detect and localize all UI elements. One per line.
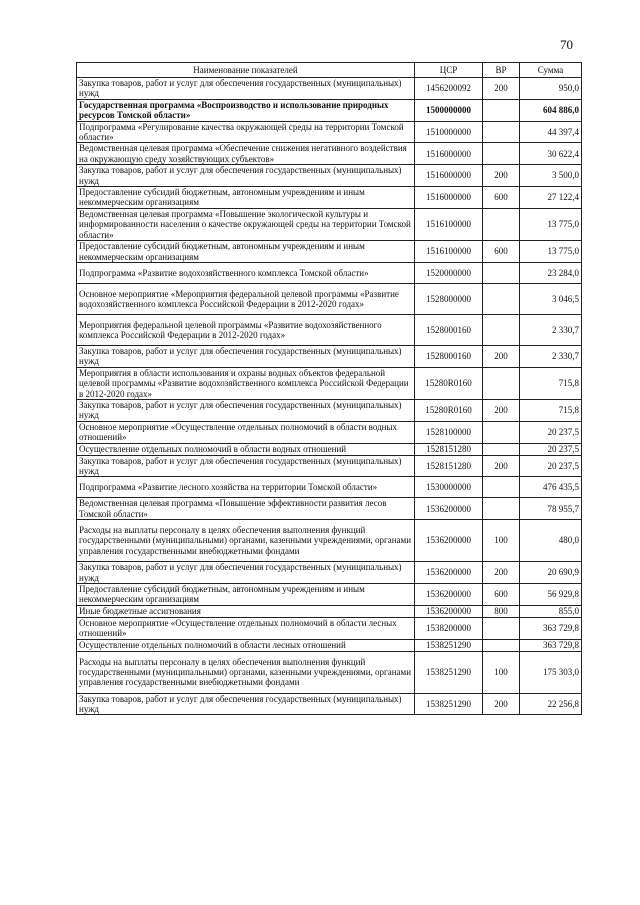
cell-csr: 1536200000 — [415, 520, 483, 562]
cell-sum: 363 729,8 — [520, 639, 582, 651]
cell-sum: 23 284,0 — [520, 262, 582, 283]
cell-vr — [483, 99, 520, 121]
table-row — [77, 187, 582, 209]
cell-name: Мероприятия федеральной целевой программы «Развитие водохозяйственного комплекса Российской Федерации в 2012-2020 годах» — [77, 314, 415, 345]
cell-sum: 30 622,4 — [520, 143, 582, 165]
cell-sum: 2 330,7 — [520, 314, 582, 345]
table-row — [77, 651, 582, 693]
cell-sum: 855,0 — [520, 605, 582, 617]
cell-name: Подпрограмма «Регулирование качества окружающей среды на территории Томской области» — [77, 121, 415, 143]
header-name: Наименование показателей — [77, 63, 415, 78]
cell-vr: 100 — [483, 520, 520, 562]
cell-sum: 27 122,4 — [520, 187, 582, 209]
cell-sum: 13 775,0 — [520, 208, 582, 240]
page-number: 70 — [560, 37, 573, 52]
header-vr: ВР — [483, 63, 520, 78]
cell-name: Закупка товаров, работ и услуг для обеспечения государственных (муниципальных) нужд — [77, 78, 415, 100]
cell-csr: 1530000000 — [415, 477, 483, 498]
cell-csr: 1528000000 — [415, 283, 483, 314]
cell-name: Государственная программа «Воспроизводство и использование природных ресурсов Томской области» — [77, 99, 415, 121]
cell-name: Осуществление отдельных полномочий в области водных отношений — [77, 443, 415, 455]
cell-sum: 715,8 — [520, 367, 582, 399]
cell-sum: 3 046,5 — [520, 283, 582, 314]
table-row — [77, 584, 582, 606]
cell-vr: 200 — [483, 78, 520, 100]
header-csr: ЦСР — [415, 63, 483, 78]
cell-vr — [483, 617, 520, 639]
table-row — [77, 165, 582, 187]
cell-csr: 1516000000 — [415, 143, 483, 165]
cell-csr: 1536200000 — [415, 584, 483, 606]
cell-name: Закупка товаров, работ и услуг для обеспечения государственных (муниципальных) нужд — [77, 693, 415, 715]
cell-name: Закупка товаров, работ и услуг для обеспечения государственных (муниципальных) нужд — [77, 345, 415, 367]
cell-csr: 1516100000 — [415, 241, 483, 263]
table-row — [77, 443, 582, 455]
cell-sum: 604 886,0 — [520, 99, 582, 121]
cell-sum: 20 690,9 — [520, 562, 582, 584]
cell-vr: 200 — [483, 455, 520, 477]
cell-csr: 1536200000 — [415, 498, 483, 520]
cell-sum: 480,0 — [520, 520, 582, 562]
cell-name: Ведомственная целевая программа «Обеспечение снижения негативного воздействия на окружающую среду хозяйствующих субъектов» — [77, 143, 415, 165]
cell-csr: 1538200000 — [415, 617, 483, 639]
cell-vr: 200 — [483, 165, 520, 187]
cell-sum: 22 256,8 — [520, 693, 582, 715]
table-row — [77, 639, 582, 651]
cell-name: Ведомственная целевая программа «Повышение экологической культуры и информированности населения о качестве окружающей среды на территории Томской области» — [77, 208, 415, 240]
table-row — [77, 143, 582, 165]
cell-name: Предоставление субсидий бюджетным, автономным учреждениям и иным некоммерческим организациям — [77, 584, 415, 606]
table-row — [77, 283, 582, 314]
table-row — [77, 99, 582, 121]
table-row — [77, 605, 582, 617]
cell-vr — [483, 639, 520, 651]
table-row — [77, 262, 582, 283]
table-header-row — [77, 63, 582, 78]
cell-csr: 1536200000 — [415, 562, 483, 584]
cell-name: Мероприятия в области использования и охраны водных объектов федеральной целевой программы «Развитие водохозяйственного комплекса Российской Федерации в 2012-2020 годах» — [77, 367, 415, 399]
cell-csr: 1528000160 — [415, 345, 483, 367]
header-sum: Сумма — [520, 63, 582, 78]
cell-sum: 3 500,0 — [520, 165, 582, 187]
cell-sum: 13 775,0 — [520, 241, 582, 263]
table-row — [77, 314, 582, 345]
cell-vr: 600 — [483, 241, 520, 263]
cell-name: Основное мероприятие «Осуществление отдельных полномочий в области водных отношений» — [77, 421, 415, 443]
cell-name: Закупка товаров, работ и услуг для обеспечения государственных (муниципальных) нужд — [77, 455, 415, 477]
cell-vr: 800 — [483, 605, 520, 617]
table-row — [77, 693, 582, 715]
cell-sum: 20 237,5 — [520, 443, 582, 455]
cell-sum: 56 929,8 — [520, 584, 582, 606]
cell-sum: 175 303,0 — [520, 651, 582, 693]
cell-vr — [483, 121, 520, 143]
cell-csr: 1516000000 — [415, 187, 483, 209]
cell-sum: 363 729,8 — [520, 617, 582, 639]
cell-vr: 200 — [483, 693, 520, 715]
cell-vr: 200 — [483, 345, 520, 367]
table-row — [77, 498, 582, 520]
cell-name: Подпрограмма «Развитие водохозяйственного комплекса Томской области» — [77, 262, 415, 283]
cell-vr — [483, 421, 520, 443]
cell-vr: 600 — [483, 187, 520, 209]
cell-csr: 1538251290 — [415, 693, 483, 715]
cell-csr: 1528151280 — [415, 455, 483, 477]
table-row — [77, 455, 582, 477]
cell-vr — [483, 262, 520, 283]
cell-vr: 200 — [483, 399, 520, 421]
budget-table — [76, 62, 582, 715]
table-row — [77, 208, 582, 240]
cell-csr: 1538251290 — [415, 651, 483, 693]
table-row — [77, 520, 582, 562]
cell-csr: 15280R0160 — [415, 367, 483, 399]
cell-name: Закупка товаров, работ и услуг для обеспечения государственных (муниципальных) нужд — [77, 399, 415, 421]
cell-sum: 2 330,7 — [520, 345, 582, 367]
cell-name: Осуществление отдельных полномочий в области лесных отношений — [77, 639, 415, 651]
table-row — [77, 78, 582, 100]
cell-name: Ведомственная целевая программа «Повышение эффективности развития лесов Томской области» — [77, 498, 415, 520]
cell-vr: 200 — [483, 562, 520, 584]
cell-csr: 1528000160 — [415, 314, 483, 345]
cell-sum: 44 397,4 — [520, 121, 582, 143]
table-row — [77, 241, 582, 263]
table-row — [77, 367, 582, 399]
cell-csr: 1520000000 — [415, 262, 483, 283]
cell-sum: 476 435,5 — [520, 477, 582, 498]
cell-vr — [483, 477, 520, 498]
cell-name: Расходы на выплаты персоналу в целях обеспечения выполнения функций государственными (муниципальными) органами, казенными учреждениями, органами управления государственными внебюджетными фондами — [77, 520, 415, 562]
cell-csr: 15280R0160 — [415, 399, 483, 421]
cell-csr: 1456200092 — [415, 78, 483, 100]
cell-vr — [483, 208, 520, 240]
cell-vr: 600 — [483, 584, 520, 606]
cell-vr — [483, 498, 520, 520]
cell-name: Расходы на выплаты персоналу в целях обеспечения выполнения функций государственными (муниципальными) органами, казенными учреждениями, органами управления государственными внебюджетными фондами — [77, 651, 415, 693]
cell-csr: 1516100000 — [415, 208, 483, 240]
cell-sum: 20 237,5 — [520, 455, 582, 477]
cell-csr: 1516000000 — [415, 165, 483, 187]
cell-vr — [483, 314, 520, 345]
cell-vr — [483, 443, 520, 455]
cell-name: Предоставление субсидий бюджетным, автономным учреждениям и иным некоммерческим организациям — [77, 187, 415, 209]
cell-sum: 950,0 — [520, 78, 582, 100]
table-row — [77, 399, 582, 421]
cell-csr: 1528151280 — [415, 443, 483, 455]
cell-csr: 1528100000 — [415, 421, 483, 443]
table-row — [77, 562, 582, 584]
cell-csr: 1500000000 — [415, 99, 483, 121]
table-row — [77, 345, 582, 367]
cell-name: Закупка товаров, работ и услуг для обеспечения государственных (муниципальных) нужд — [77, 562, 415, 584]
cell-vr — [483, 283, 520, 314]
cell-sum: 20 237,5 — [520, 421, 582, 443]
cell-sum: 715,8 — [520, 399, 582, 421]
cell-name: Иные бюджетные ассигнования — [77, 605, 415, 617]
cell-vr — [483, 367, 520, 399]
table-row — [77, 477, 582, 498]
cell-sum: 78 955,7 — [520, 498, 582, 520]
cell-name: Подпрограмма «Развитие лесного хозяйства на территории Томской области» — [77, 477, 415, 498]
cell-vr — [483, 143, 520, 165]
cell-csr: 1538251290 — [415, 639, 483, 651]
cell-name: Закупка товаров, работ и услуг для обеспечения государственных (муниципальных) нужд — [77, 165, 415, 187]
table-row — [77, 421, 582, 443]
cell-name: Предоставление субсидий бюджетным, автономным учреждениям и иным некоммерческим организациям — [77, 241, 415, 263]
cell-csr: 1510000000 — [415, 121, 483, 143]
table-row — [77, 121, 582, 143]
cell-name: Основное мероприятие «Мероприятия федеральной целевой программы «Развитие водохозяйственного комплекса Российской Федерации в 2012-2020 годах» — [77, 283, 415, 314]
table-row — [77, 617, 582, 639]
cell-vr: 100 — [483, 651, 520, 693]
cell-name: Основное мероприятие «Осуществление отдельных полномочий в области лесных отношений» — [77, 617, 415, 639]
cell-csr: 1536200000 — [415, 605, 483, 617]
